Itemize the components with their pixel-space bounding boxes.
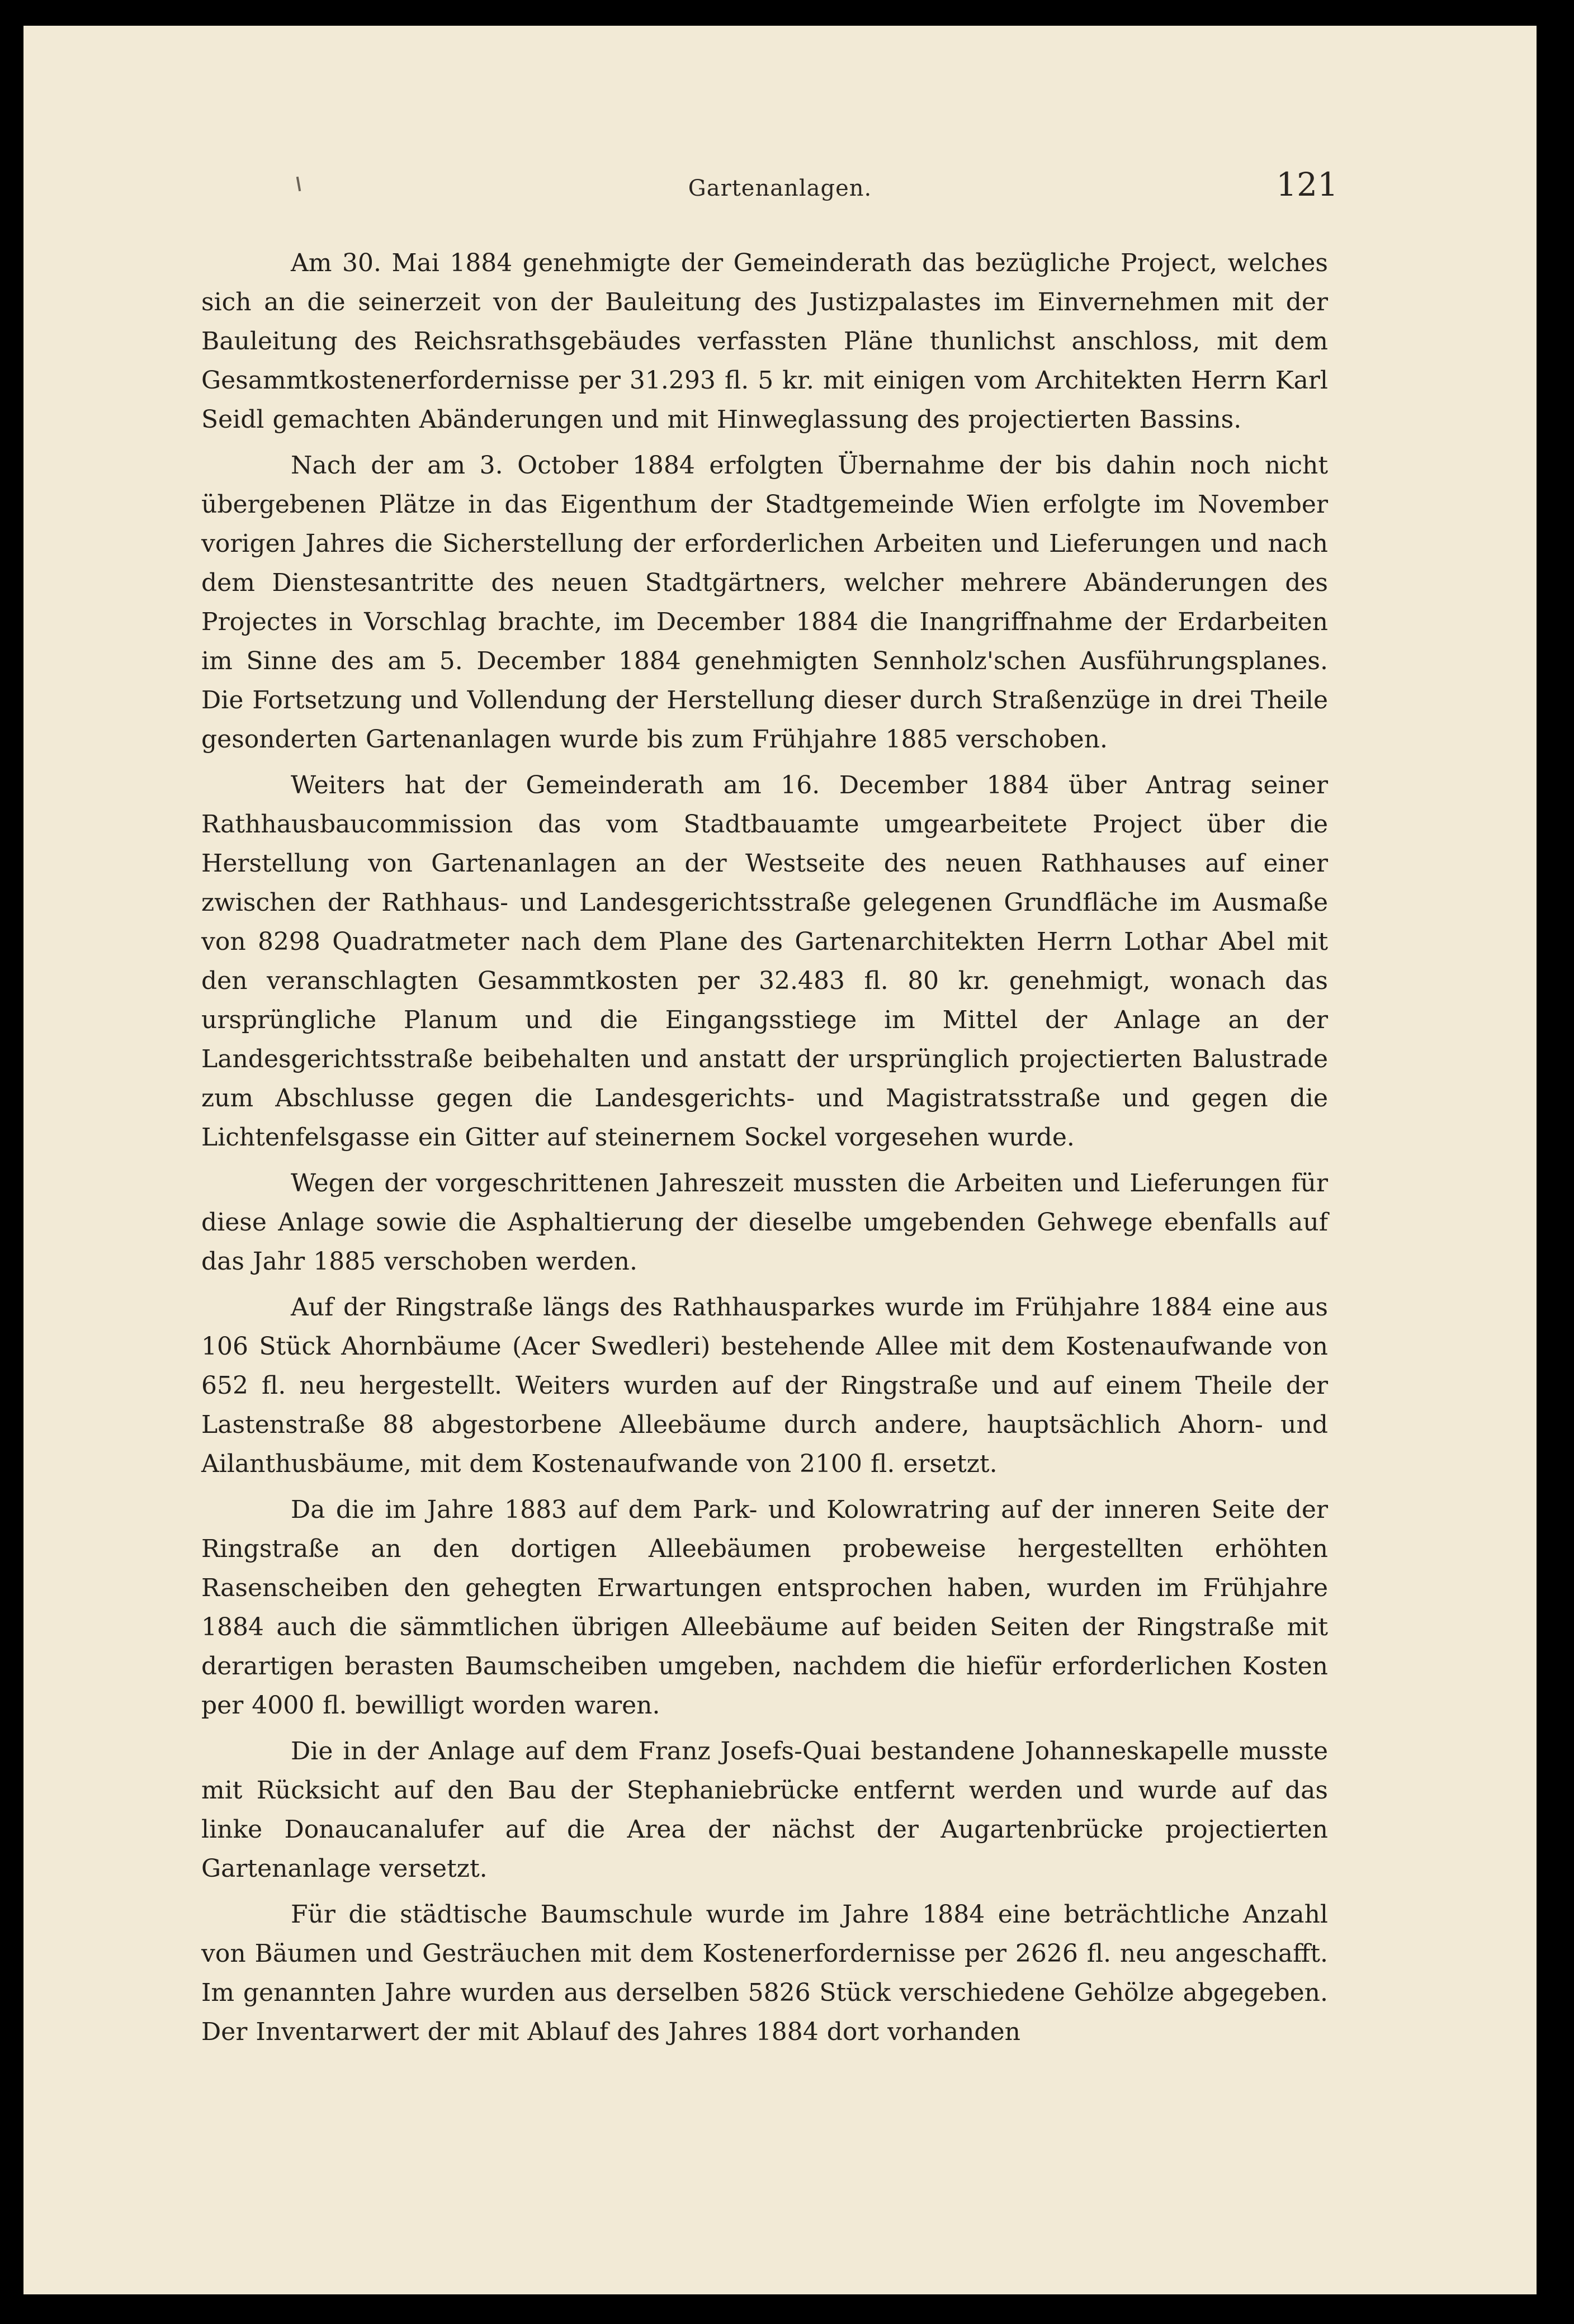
document-page (23, 26, 1537, 2294)
paragraph-7: Die in der Anlage auf dem Franz Josefs-Quai bestandene Johanneskapelle musste mit Rücksicht auf den Bau der Stephaniebrücke entfernt werden und wurde auf das linke Donaucanalufer auf die Area der nächst der Augartenbrücke projectierten Gartenanlage versetzt. (201, 1737, 1328, 1883)
paragraph-1: Am 30. Mai 1884 genehmigte der Gemeinderath das bezügliche Project, welches sich an die seinerzeit von der Bauleitung des Justizpalastes im Einvernehmen mit der Bauleitung des Reichsrathsgebäudes verfassten Pläne thunlichst anschloss, mit dem Gesammtkostenerfordernisse per 31.293 fl. 5 kr. mit einigen vom Architekten Herrn Karl Seidl gemachten Abänderungen und mit Hinweglassung des projectierten Bassins. (201, 249, 1328, 434)
paragraph-8: Für die städtische Baumschule wurde im Jahre 1884 eine beträchtliche Anzahl von Bäumen und Gesträuchen mit dem Kostenerfordernisse per 2626 fl. neu angeschafft. Im genannten Jahre wurden aus derselben 5826 Stück verschiedene Gehölze abgegeben. Der Inventarwert der mit Ablauf des Jahres 1884 dort vorhanden (201, 1900, 1328, 2046)
paragraph-2: Nach der am 3. October 1884 erfolgten Übernahme der bis dahin noch nicht übergebenen Plätze in das Eigenthum der Stadtgemeinde Wien erfolgte im November vorigen Jahres die Sicherstellung der erforderlichen Arbeiten und Lieferungen und nach dem Dienstesantritte des neuen Stadtgärtners, welcher mehrere Abänderungen des Projectes in Vorschlag brachte, im December 1884 die Inangriffnahme der Erdarbeiten im Sinne des am 5. December 1884 genehmigten Sennholz'schen Ausführungsplanes. Die Fortsetzung und Vollendung der Herstellung dieser durch Straßenzüge in drei Theile gesonderten Gartenanlagen wurde bis zum Frühjahre 1885 verschoben. (201, 451, 1328, 754)
page-number: 121 (1276, 165, 1338, 203)
paragraph-6: Da die im Jahre 1883 auf dem Park- und Kolowratring auf der inneren Seite der Ringstraße an den dortigen Alleebäumen probeweise hergestellten erhöhten Rasenscheiben den gehegten Erwartungen entsprochen haben, wurden im Frühjahre 1884 auch die sämmtlichen übrigen Alleebäume auf beiden Seiten der Ringstraße mit derartigen berasten Baumscheiben umgeben, nachdem die hiefür erforderlichen Kosten per 4000 fl. bewilligt worden waren. (201, 1495, 1328, 1720)
page-header (23, 153, 1537, 215)
paragraph-3: Weiters hat der Gemeinderath am 16. December 1884 über Antrag seiner Rathhausbaucommission das vom Stadtbauamte umgearbeitete Project über die Herstellung von Gartenanlagen an der Westseite des neuen Rathhauses auf einer zwischen der Rathhaus- und Landesgerichtsstraße gelegenen Grundfläche im Ausmaße von 8298 Quadratmeter nach dem Plane des Gartenarchitekten Herrn Lothar Abel mit den veranschlagten Gesammtkosten per 32.483 fl. 80 kr. genehmigt, wonach das ursprüngliche Planum und die Eingangsstiege im Mittel der Anlage an der Landesgerichtsstraße beibehalten und anstatt der ursprünglich projectierten Balustrade zum Abschlusse gegen die Landesgerichts- und Magistratsstraße und gegen die Lichtenfelsgasse ein Gitter auf steinernem Sockel vorgesehen wurde. (201, 771, 1328, 1152)
running-title: Gartenanlagen. (688, 176, 872, 201)
paragraph-4: Wegen der vorgeschrittenen Jahreszeit mussten die Arbeiten und Lieferungen für diese Anlage sowie die Asphaltierung der dieselbe umgebenden Gehwege ebenfalls auf das Jahr 1885 verschoben werden. (201, 1169, 1328, 1276)
body-text (201, 244, 1328, 2058)
paragraph-5: Auf der Ringstraße längs des Rathhausparkes wurde im Frühjahre 1884 eine aus 106 Stück Ahornbäume (Acer Swedleri) bestehende Allee mit dem Kostenaufwande von 652 fl. neu hergestellt. Weiters wurden auf der Ringstraße und auf einem Theile der Lastenstraße 88 abgestorbene Alleebäume durch andere, hauptsächlich Ahorn- und Ailanthusbäume, mit dem Kostenaufwande von 2100 fl. ersetzt. (201, 1293, 1328, 1478)
